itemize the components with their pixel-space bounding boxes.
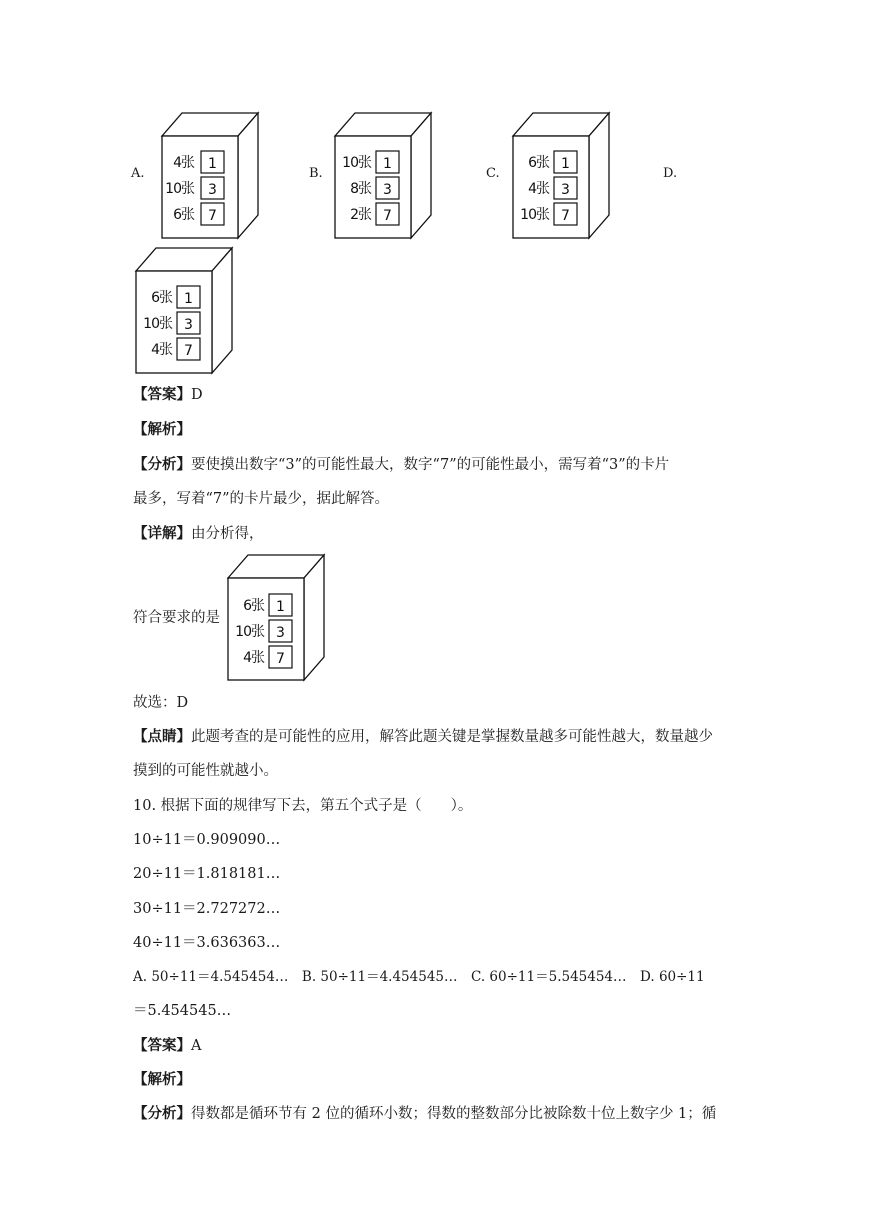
q10-eq4: 40÷11＝3.636363… [133, 935, 281, 951]
answer-value: D [191, 387, 203, 403]
fenxi-tag: 【分析】 [133, 456, 191, 473]
card-number: 7 [383, 208, 392, 224]
fenxi-text: 得数都是循环节有 2 位的循环小数；得数的整数部分比被除数十位上数字少 1；循 [191, 1106, 717, 1122]
q10-eq2: 20÷11＝1.818181… [133, 866, 281, 882]
card-number: 7 [208, 208, 217, 224]
answer-tag: 【答案】 [133, 386, 191, 403]
card-count: 6张 [151, 290, 172, 306]
fenxi-tag: 【分析】 [133, 1105, 191, 1122]
fenxi-text: 要使摸出数字“3”的可能性最大，数字“7”的可能性最小，需写着“3”的卡片 [191, 457, 670, 473]
card-count: 6张 [528, 155, 549, 171]
card-count: 10张 [235, 624, 264, 640]
q10-question: 10. 根据下面的规律写下去，第五个式子是（ ）。 [133, 798, 473, 814]
option-letter: B. [309, 166, 323, 181]
dianjing-tag: 【点睛】 [133, 728, 191, 745]
xiangjie-tag: 【详解】 [133, 525, 191, 542]
card-count: 4张 [243, 650, 264, 666]
card-box-a [160, 111, 260, 241]
option-letter: A. [131, 166, 145, 181]
card-box-d [134, 246, 234, 376]
card-number: 7 [561, 208, 570, 224]
xiangjie-text: 由分析得， [191, 526, 264, 542]
option-letter: D. [663, 166, 678, 181]
q10-options-line2: ＝5.454545… [133, 1003, 232, 1019]
q9-xiangjie [133, 524, 264, 544]
q9-fenxi-line1 [133, 455, 669, 475]
card-number: 1 [184, 291, 193, 307]
card-number: 3 [383, 182, 392, 198]
card-number: 1 [561, 156, 570, 172]
card-count: 10张 [165, 181, 194, 197]
q9-answer [133, 385, 203, 405]
card-count: 6张 [173, 207, 194, 223]
q10-analysis-heading: 【解析】 [133, 1071, 191, 1088]
q10-fenxi-line1 [133, 1104, 716, 1124]
q10-eq1: 10÷11＝0.909090… [133, 832, 281, 848]
card-number: 1 [276, 599, 285, 615]
card-count: 4张 [528, 181, 549, 197]
option-letter: C. [486, 166, 500, 181]
dianjing-text: 此题考查的是可能性的应用，解答此题关键是掌握数量越多可能性越大，数量越少 [191, 729, 713, 745]
card-count: 4张 [151, 342, 172, 358]
q9-fenxi-line2: 最多，写着“7”的卡片最少，据此解答。 [133, 491, 390, 507]
q10-eq3: 30÷11＝2.727272… [133, 901, 281, 917]
q9-dianjing-line2: 摸到的可能性就越小。 [133, 763, 278, 779]
card-count: 6张 [243, 598, 264, 614]
q9-fits-label: 符合要求的是 [133, 610, 220, 626]
q9-dianjing-line1 [133, 727, 713, 747]
q9-analysis-heading: 【解析】 [133, 421, 191, 438]
card-number: 1 [208, 156, 217, 172]
answer-value: A [191, 1038, 202, 1054]
card-number: 1 [383, 156, 392, 172]
card-count: 4张 [173, 155, 194, 171]
card-box-c [511, 111, 611, 241]
card-number: 3 [184, 317, 193, 333]
card-count: 10张 [342, 155, 371, 171]
card-number: 3 [561, 182, 570, 198]
card-count: 8张 [350, 181, 371, 197]
answer-tag: 【答案】 [133, 1037, 191, 1054]
card-number: 7 [276, 651, 285, 667]
card-box-answer [226, 553, 326, 683]
q10-options-line1: A. 50÷11＝4.545454… B. 50÷11＝4.454545… C. 60÷11＝5.545454… D. 60÷11 [133, 969, 705, 985]
card-count: 10张 [520, 207, 549, 223]
q10-answer [133, 1036, 201, 1056]
card-number: 3 [276, 625, 285, 641]
q9-choice: 故选：D [133, 695, 189, 711]
card-count: 10张 [143, 316, 172, 332]
card-box-b [333, 111, 433, 241]
card-number: 7 [184, 343, 193, 359]
card-number: 3 [208, 182, 217, 198]
card-count: 2张 [350, 207, 371, 223]
